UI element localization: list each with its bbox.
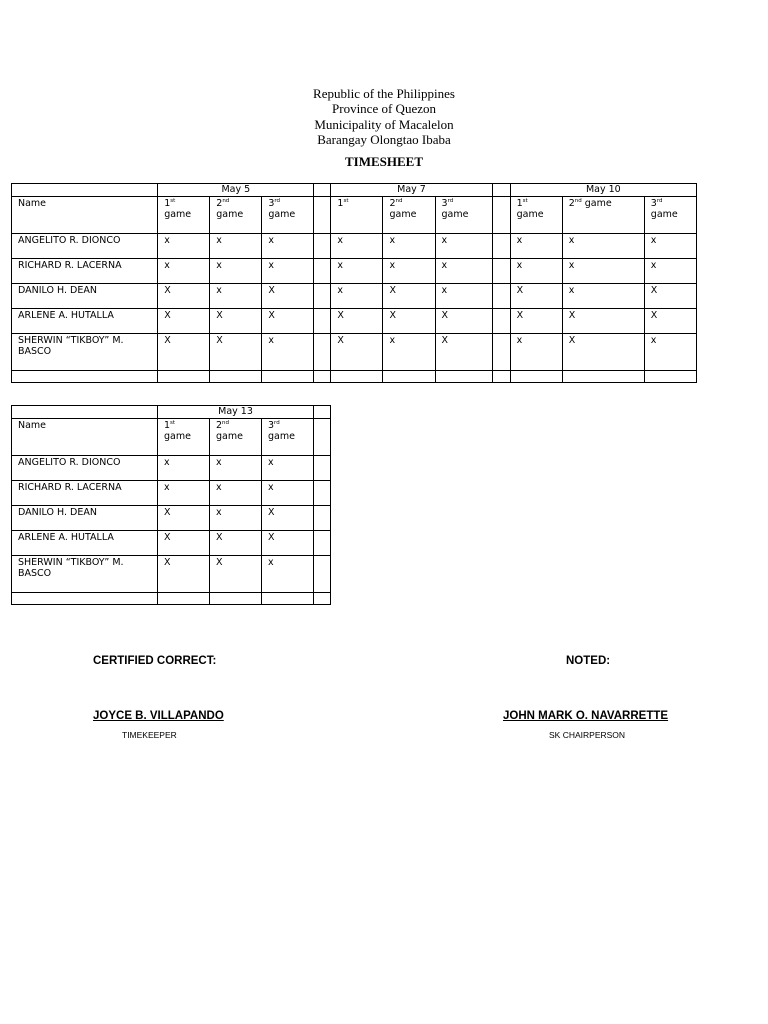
attendance-mark-cell: X: [262, 530, 314, 555]
attendance-mark-cell: X: [510, 308, 562, 333]
table-row: [12, 308, 697, 333]
attendance-mark-cell: x: [262, 258, 314, 283]
attendance-mark-cell: X: [158, 333, 210, 370]
column-header-row: [12, 196, 697, 233]
attendance-mark-cell: x: [435, 258, 492, 283]
table-row: [12, 258, 697, 283]
table-row-empty: [12, 370, 697, 382]
attendance-mark-cell: X: [644, 283, 696, 308]
chairperson-role: SK CHAIRPERSON: [549, 730, 626, 740]
attendance-mark-cell: x: [210, 480, 262, 505]
table-row: [12, 283, 697, 308]
player-name-cell: SHERWIN “TIKBOY” M. BASCO: [12, 555, 158, 592]
attendance-mark-cell: x: [644, 233, 696, 258]
attendance-mark-cell: x: [383, 258, 435, 283]
attendance-mark-cell: x: [383, 233, 435, 258]
empty-cell: [262, 370, 314, 382]
table-row: [12, 530, 331, 555]
attendance-mark-cell: x: [262, 233, 314, 258]
attendance-mark-cell: x: [510, 333, 562, 370]
attendance-mark-cell: x: [435, 233, 492, 258]
attendance-mark-cell: x: [644, 333, 696, 370]
player-name-cell: RICHARD R. LACERNA: [12, 258, 158, 283]
spacer-cell: [492, 258, 510, 283]
attendance-mark-cell: X: [210, 308, 262, 333]
empty-cell: [492, 370, 510, 382]
attendance-mark-cell: x: [158, 233, 210, 258]
attendance-mark-cell: x: [262, 333, 314, 370]
empty-cell: [331, 370, 383, 382]
date-header-row: [12, 184, 697, 197]
attendance-mark-cell: X: [562, 308, 644, 333]
empty-cell: [510, 370, 562, 382]
timesheet-table-main: [11, 183, 697, 383]
attendance-mark-cell: x: [510, 233, 562, 258]
attendance-mark-cell: x: [331, 258, 383, 283]
attendance-mark-cell: x: [644, 258, 696, 283]
attendance-mark-cell: X: [383, 308, 435, 333]
attendance-mark-cell: X: [158, 505, 210, 530]
empty-cell: [314, 370, 331, 382]
blank-cell: [12, 184, 158, 197]
attendance-mark-cell: x: [210, 455, 262, 480]
spacer-cell: [314, 184, 331, 197]
table-row: [12, 555, 331, 592]
game-3-header: 3rd game: [644, 196, 696, 233]
spacer-cell: [492, 233, 510, 258]
table-row: [12, 455, 331, 480]
game-3-header: 3rd game: [262, 418, 314, 455]
name-column-header: Name: [12, 418, 158, 455]
empty-cell: [314, 592, 331, 604]
player-name-cell: SHERWIN “TIKBOY” M. BASCO: [12, 333, 158, 370]
spacer-cell: [492, 283, 510, 308]
spacer-cell: [314, 333, 331, 370]
timekeeper-role: TIMEKEEPER: [122, 730, 177, 740]
attendance-mark-cell: x: [562, 233, 644, 258]
spacer-cell: [314, 530, 331, 555]
blank-cell: [12, 406, 158, 419]
empty-cell: [210, 370, 262, 382]
player-name-cell: DANILO H. DEAN: [12, 505, 158, 530]
spacer-cell: [314, 505, 331, 530]
spacer-cell: [314, 308, 331, 333]
player-name-cell: ANGELITO R. DIONCO: [12, 455, 158, 480]
date-may-13: May 13: [158, 406, 314, 419]
spacer-cell: [314, 196, 331, 233]
attendance-mark-cell: X: [158, 283, 210, 308]
attendance-mark-cell: X: [210, 333, 262, 370]
spacer-cell: [314, 258, 331, 283]
column-header-row: [12, 418, 331, 455]
player-name-cell: ARLENE A. HUTALLA: [12, 308, 158, 333]
attendance-mark-cell: x: [562, 258, 644, 283]
header-line-province: Province of Quezon: [332, 101, 436, 117]
empty-cell: [562, 370, 644, 382]
attendance-mark-cell: x: [331, 233, 383, 258]
attendance-mark-cell: X: [435, 333, 492, 370]
attendance-mark-cell: X: [331, 308, 383, 333]
attendance-mark-cell: x: [158, 480, 210, 505]
spacer-cell: [314, 555, 331, 592]
spacer-cell: [314, 480, 331, 505]
document-header: [0, 86, 768, 169]
name-column-header: Name: [12, 196, 158, 233]
attendance-mark-cell: x: [262, 480, 314, 505]
player-name-cell: ANGELITO R. DIONCO: [12, 233, 158, 258]
empty-cell: [435, 370, 492, 382]
spacer-cell: [314, 418, 331, 455]
attendance-mark-cell: x: [562, 283, 644, 308]
date-may-7: May 7: [331, 184, 492, 197]
chairperson-name: JOHN MARK O. NAVARRETTE: [503, 710, 669, 722]
attendance-mark-cell: x: [435, 283, 492, 308]
header-line-republic: Republic of the Philippines: [313, 86, 455, 101]
empty-cell: [158, 370, 210, 382]
attendance-mark-cell: X: [158, 530, 210, 555]
player-name-cell: RICHARD R. LACERNA: [12, 480, 158, 505]
attendance-mark-cell: X: [262, 283, 314, 308]
table-row-empty: [12, 592, 331, 604]
game-3-header: 3rd game: [262, 196, 314, 233]
attendance-mark-cell: X: [644, 308, 696, 333]
document-title: TIMESHEET: [344, 153, 424, 169]
game-2-header: 2nd game: [210, 196, 262, 233]
attendance-mark-cell: x: [383, 333, 435, 370]
attendance-mark-cell: X: [158, 308, 210, 333]
attendance-mark-cell: X: [158, 555, 210, 592]
attendance-mark-cell: X: [562, 333, 644, 370]
certified-correct-label: CERTIFIED CORRECT:: [93, 655, 217, 667]
table-row: [12, 480, 331, 505]
timekeeper-name: JOYCE B. VILLAPANDO: [93, 710, 224, 722]
timesheet-table-may-13: [11, 405, 331, 605]
game-2-header: 2nd game: [210, 418, 262, 455]
attendance-mark-cell: X: [210, 530, 262, 555]
game-1-header: 1st game: [510, 196, 562, 233]
date-header-row: [12, 406, 331, 419]
attendance-mark-cell: X: [383, 283, 435, 308]
attendance-mark-cell: X: [210, 555, 262, 592]
attendance-mark-cell: x: [331, 283, 383, 308]
empty-cell: [12, 592, 158, 604]
attendance-mark-cell: X: [435, 308, 492, 333]
attendance-mark-cell: x: [210, 258, 262, 283]
table-row: [12, 333, 697, 370]
player-name-cell: DANILO H. DEAN: [12, 283, 158, 308]
empty-cell: [12, 370, 158, 382]
date-may-5: May 5: [158, 184, 314, 197]
attendance-mark-cell: X: [331, 333, 383, 370]
attendance-mark-cell: x: [510, 258, 562, 283]
spacer-cell: [314, 455, 331, 480]
spacer-cell: [492, 308, 510, 333]
empty-cell: [158, 592, 210, 604]
empty-cell: [644, 370, 696, 382]
player-name-cell: ARLENE A. HUTALLA: [12, 530, 158, 555]
empty-cell: [210, 592, 262, 604]
attendance-mark-cell: x: [262, 555, 314, 592]
attendance-mark-cell: X: [262, 308, 314, 333]
header-line-barangay: Barangay Olongtao Ibaba: [317, 132, 451, 148]
attendance-mark-cell: x: [210, 283, 262, 308]
spacer-cell: [492, 333, 510, 370]
date-may-10: May 10: [510, 184, 696, 197]
game-1-header: 1st game: [158, 196, 210, 233]
attendance-mark-cell: X: [262, 505, 314, 530]
game-1-header: 1st: [331, 196, 383, 233]
spacer-cell: [314, 406, 331, 419]
spacer-cell: [314, 233, 331, 258]
attendance-mark-cell: x: [262, 455, 314, 480]
attendance-mark-cell: X: [510, 283, 562, 308]
header-line-municipality: Municipality of Macalelon: [314, 116, 454, 132]
game-1-header: 1st game: [158, 418, 210, 455]
spacer-cell: [492, 196, 510, 233]
game-2-header: 2nd game: [383, 196, 435, 233]
empty-cell: [383, 370, 435, 382]
noted-label: NOTED:: [566, 655, 611, 667]
spacer-cell: [492, 184, 510, 197]
attendance-mark-cell: x: [158, 258, 210, 283]
table-row: [12, 233, 697, 258]
spacer-cell: [314, 283, 331, 308]
attendance-mark-cell: x: [210, 505, 262, 530]
table-row: [12, 505, 331, 530]
attendance-mark-cell: x: [158, 455, 210, 480]
game-2-header: 2nd game: [562, 196, 644, 233]
empty-cell: [262, 592, 314, 604]
attendance-mark-cell: x: [210, 233, 262, 258]
game-3-header: 3rd game: [435, 196, 492, 233]
